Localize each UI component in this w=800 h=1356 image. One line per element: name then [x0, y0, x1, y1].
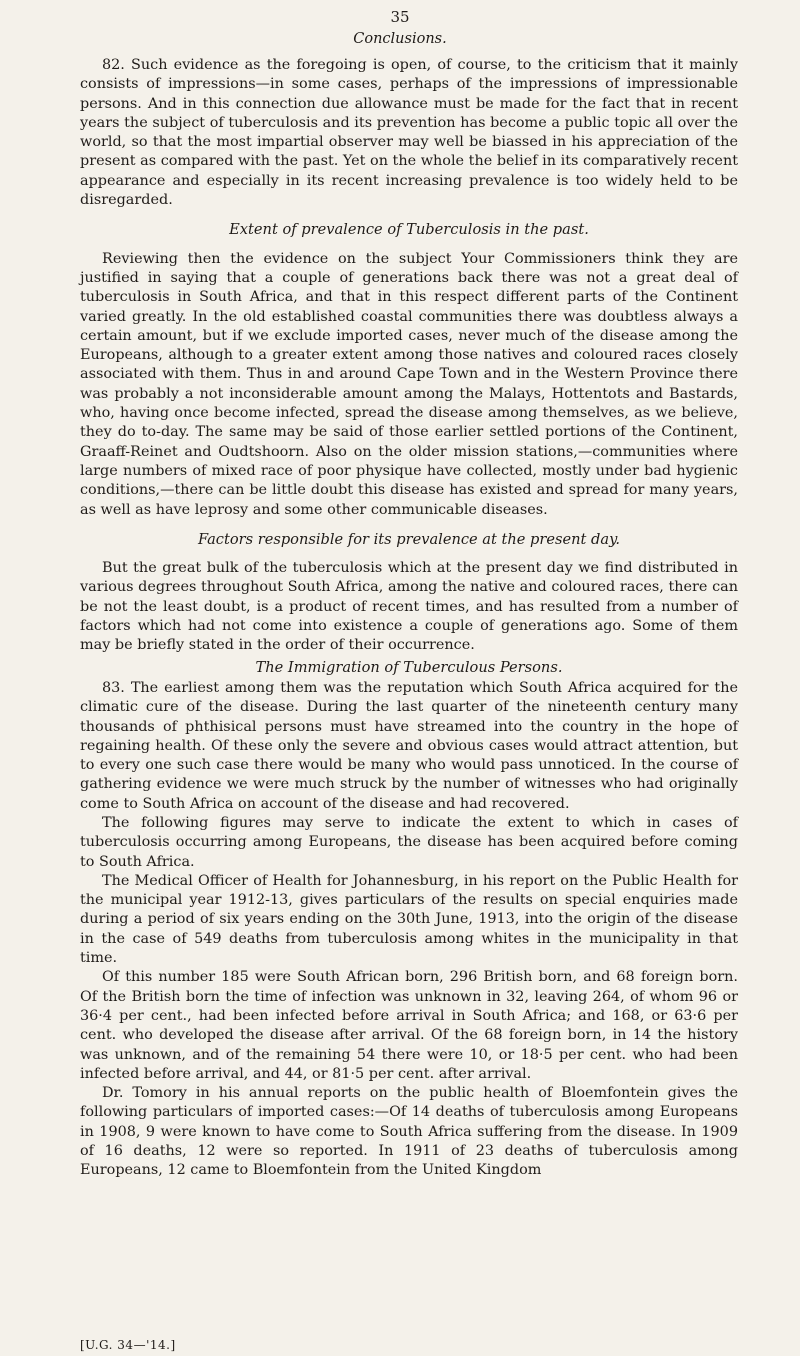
subheading-immigration: The Immigration of Tuberculous Persons.	[255, 658, 563, 676]
paragraph-johannesburg-moh: The Medical Officer of Health for Johannesburg, in his report on the Public Health for the municipal year 1912-13, gives particulars of the results on special enquiries made during a period of six years ending on the 30th June, 1913, into the origin of the disease in the case of 549 deaths from tuberculosis among whites in the municipality in that time.	[80, 872, 738, 967]
section-heading-past-prevalence: Extent of prevalence of Tuberculosis in the past.	[229, 221, 589, 239]
footer-reference: [U.G. 34—'14.]	[80, 1338, 176, 1352]
paragraph-82: 82. Such evidence as the foregoing is open, of course, to the criticism that it mainly consists of impressions—in some cases, perhaps of the impressions of impressionable persons. And in this connection due allowance must be made for the fact that in recent years the subject of tuberculosis and its prevention has become a public topic all over the world, so that the most impartial observer may well be biassed in his appreciation of the present as compared with the past. Yet on the whole the belief in its comparatively recent appearance and especially in its recent increasing prevalence is too widely held to be disregarded.	[80, 57, 738, 209]
paragraph-birth-origins: Of this number 185 were South African born, 296 British born, and 68 foreign born. Of the British born the time of infection was unknown in 32, leaving 264, of whom 96 or 36·4 per cent., had been infected before arrival in South Africa; and 168, or 63·6 per cent. who developed the disease after arrival. Of the 68 foreign born, in 14 the history was unknown, and of the remaining 54 there were 10, or 18·5 per cent. who had been infected before arrival, and 44, or 81·5 per cent. after arrival.	[80, 969, 738, 1082]
page-number: 35	[390, 8, 410, 26]
paragraph-following-figures: The following figures may serve to indicate the extent to which in cases of tuberculosis occurring among Europeans, the disease has been acquired before coming to South Africa.	[80, 814, 738, 870]
paragraph-great-bulk: But the great bulk of the tuberculosis which at the present day we find distributed in various degrees throughout South Africa, among the native and coloured races, there can be not the least doubt, is a product of recent times, and has resulted from a number of factors which had not come into existence a couple of generations ago. Some of them may be briefly stated in the order of their occurrence.	[80, 560, 738, 654]
section-heading-present-factors: Factors responsible for its prevalence at the present day.	[197, 530, 621, 548]
paragraph-reviewing: Reviewing then the evidence on the subject Your Commissioners think they are justified in saying that a couple of generations back there was not a great deal of tuberculosis in South Africa, and that in this respect different parts of the Continent varied greatly. In the old established coastal communities there was doubtless always a certain amount, but if we exclude imported cases, never much of the disease among the Europeans, although to a greater extent among those natives and coloured races closely associated with them. Thus in and around Cape Town and in the Western Province there was probably a not inconsiderable amount among the Malays, Hottentots and Bastards, who, having once become infected, spread the disease among themselves, as we believe, they do to-day. The same may be said of those earlier settled portions of the Continent, Graaff-Reinet and Oudtshoorn. Also on the older mission stations,—communities where large numbers of mixed race of poor physique have collected, mostly under bad hygienic conditions,—there can be little doubt this disease has existed and spread for many years, as well as have leprosy and some other communicable diseases.	[80, 250, 738, 518]
running-head: Conclusions.	[353, 31, 447, 47]
paragraph-bloemfontein: Dr. Tomory in his annual reports on the public health of Bloemfontein gives the following particulars of imported cases:—Of 14 deaths of tuberculosis among Europeans in 1908, 9 were known to have come to South Africa suffering from the disease. In 1909 of 16 deaths, 12 were so reported. In 1911 of 23 deaths of tuberculosis among Europeans, 12 came to Bloemfontein from the United Kingdom	[80, 1085, 738, 1179]
page-content	[80, 56, 738, 1181]
paragraph-83: 83. The earliest among them was the reputation which South Africa acquired for the climatic cure of the disease. During the last quarter of the nineteenth century many thousands of phthisical persons must have streamed into the country in the hope of regaining health. Of these only the severe and obvious cases would attract attention, but to every one such case there would be many who would pass unnoticed. In the course of gathering evidence we were much struck by the number of witnesses who had originally come to South Africa on account of the disease and had recovered.	[80, 679, 738, 812]
